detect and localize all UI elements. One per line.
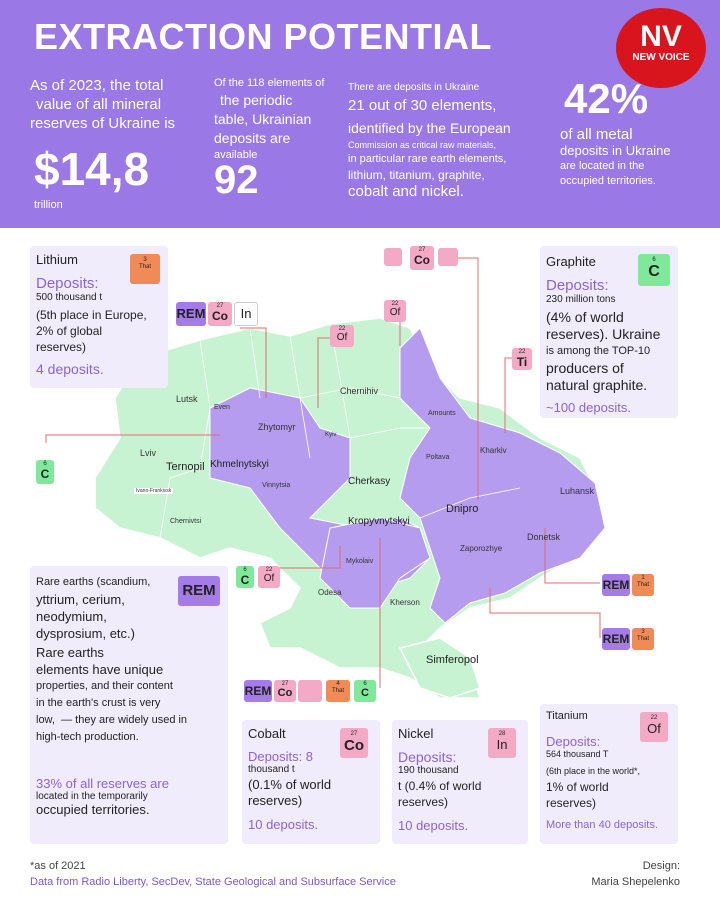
city-zhytomyr: Zhytomyr (258, 422, 296, 432)
stat-occupied-number: 42% (564, 75, 649, 122)
tile-sym: C (240, 573, 250, 587)
tile-sym: Ti (516, 355, 528, 369)
tile-num: 6 (243, 567, 247, 573)
card-note-line: reserves) (36, 340, 87, 354)
card-note-line: 1% of world (546, 780, 609, 794)
stat-text: As of 2023, the total (30, 77, 164, 94)
card-text-line: dysprosium, etc.) (36, 626, 135, 641)
tile-cobalt-north (208, 302, 232, 326)
card-rare-earths (30, 566, 228, 844)
card-text-line: yttrium, cerium, (36, 592, 125, 607)
tile-name: That (138, 264, 151, 270)
tile-small-1 (384, 248, 402, 266)
tile-name: That (636, 636, 649, 642)
city-mykolaiv: Mykolaiv (346, 558, 374, 565)
tile-cobalt-south (274, 680, 296, 702)
card-amount: 190 thousand (398, 765, 459, 776)
city-simferopol: Simferopol (426, 654, 479, 666)
card-note-line: (0.1% of world (248, 777, 332, 792)
card-deposits-label: Deposits: (398, 749, 457, 765)
stat-text: Of the 118 elements of (214, 77, 325, 89)
tile-num: 22 (650, 715, 658, 721)
card-text-line: properties, and their content (36, 680, 173, 692)
city-dnipro: Dnipro (446, 503, 479, 515)
card-note-line: (5th place in Europe, (36, 308, 147, 322)
card-note-line: is among the TOP-10 (546, 345, 651, 357)
crimea (400, 638, 480, 698)
tile-num: 27 (216, 303, 224, 309)
card-text-line: high-tech production. (36, 731, 139, 743)
tile-name: That (636, 582, 649, 588)
card-nickel (392, 720, 528, 844)
stat-text: cobalt and nickel. (348, 183, 464, 200)
card-text-part: low, (36, 714, 55, 726)
page-title: EXTRACTION POTENTIAL (34, 16, 492, 57)
footer-source: Data from Radio Liberty, SecDev, State Geological and Subsurface Service (30, 876, 396, 888)
card-note-line: t (0.4% of world (398, 779, 482, 793)
card-note-line: reserves) (546, 796, 597, 810)
tile-rem-east-1: REM (602, 574, 630, 596)
card-title: Graphite (546, 254, 596, 269)
tile-graphite-south (236, 566, 254, 588)
tile-num: 3 (143, 257, 147, 263)
tile-lithium-south (326, 680, 350, 702)
tile-sym: Co (277, 687, 293, 699)
card-title: Titanium (546, 710, 588, 722)
stat-text: deposits in Ukraine (560, 143, 671, 158)
card-text-line: in the earth's crust is very (36, 697, 161, 709)
card-note (546, 309, 672, 394)
stat-text: available (214, 149, 258, 161)
tile-titanium-center (384, 300, 406, 322)
stat-elements-number: 92 (214, 158, 259, 202)
tile-nickel-north: In (234, 302, 258, 326)
stat-text: table, Ukrainian (214, 111, 312, 127)
tile-graphite-west (36, 460, 54, 484)
tile-num: 3 (641, 629, 645, 635)
city-vinnytsia: Vinnytsia (262, 482, 291, 489)
tile-num: 22 (265, 567, 273, 573)
tile-num: 1 (641, 575, 645, 581)
stat-text: the periodic (220, 92, 293, 108)
tile-rem-east-2: REM (602, 628, 630, 650)
stat-total-value (30, 76, 190, 133)
card-text-part: — (61, 714, 73, 726)
tile-titanium-east (512, 348, 532, 370)
card-text-line (36, 712, 222, 729)
card-text-line: Rare earths (36, 645, 104, 660)
tile-num: 4 (336, 681, 340, 687)
tile-lithium (130, 254, 160, 284)
tile-num: 27 (350, 731, 358, 737)
card-note-line: reserves) (398, 795, 449, 809)
tile-sym: C (40, 467, 50, 481)
card-stat: 33% of all reserves are (36, 776, 169, 791)
card-count: 4 deposits. (36, 361, 104, 377)
card-titanium (540, 704, 678, 844)
card-count: More than 40 deposits. (546, 819, 658, 831)
card-cobalt (242, 720, 380, 844)
logo-sub-text: NEW VOICE (632, 52, 690, 63)
tile-graphite (638, 254, 670, 286)
card-note (546, 763, 672, 811)
tile-sym: Of (389, 307, 401, 318)
city-zaporozhye: Zaporozhye (460, 544, 503, 553)
tile-num: 6 (43, 461, 47, 467)
tile-titanium-south (258, 566, 280, 588)
city-even: Even (214, 404, 230, 411)
tile-num: 22 (391, 301, 399, 307)
city-khmelnytskyi: Khmelnytskyi (210, 459, 269, 470)
card-stat-line: occupied territories. (36, 802, 150, 817)
city-lutsk: Lutsk (176, 394, 198, 404)
tile-num: 27 (418, 247, 426, 253)
designer-name: Maria Shepelenko (591, 876, 680, 888)
stat-elements (214, 76, 334, 163)
card-text-part: they are widely used in (75, 714, 188, 726)
tile-sym: Of (647, 721, 661, 736)
card-note-line: natural graphite. (546, 377, 648, 393)
tile-num: 6 (652, 257, 656, 263)
footer-sources (30, 858, 396, 890)
city-ternopil: Ternopil (166, 461, 205, 473)
footer-design (586, 858, 680, 890)
stat-total-unit: trillion (34, 199, 63, 211)
tile-num: 22 (518, 349, 526, 355)
card-text-line: neodymium, (36, 609, 107, 624)
card-title: Lithium (36, 252, 78, 267)
card-note-line: reserves) (248, 793, 303, 808)
stat-critical (348, 80, 548, 201)
city-kropyvnytskyi: Kropyvnytskyi (348, 516, 410, 527)
tile-small-3 (298, 680, 322, 702)
tile-nickel (488, 728, 516, 758)
card-count: ~100 deposits. (546, 400, 631, 415)
card-deposits-label: Deposits: 8 (248, 749, 314, 764)
header-band (0, 0, 720, 228)
city-kharkiv: Kharkiv (480, 446, 507, 455)
card-deposits-label: Deposits: (546, 734, 601, 749)
card-count: 10 deposits. (248, 817, 319, 832)
stat-text: Commission as critical raw materials, (348, 140, 497, 150)
card-note (398, 778, 522, 810)
tile-lithium-east-2 (632, 628, 654, 650)
card-text-line: Rare earths (scandium, (36, 576, 151, 588)
stat-text: are located in the (560, 160, 645, 172)
card-note-line: reserves). Ukraine (546, 326, 661, 342)
stat-text: 21 out of 30 elements, (348, 97, 497, 114)
card-lithium (30, 246, 168, 388)
city-poltava: Poltava (426, 454, 450, 461)
tile-num: 28 (498, 731, 506, 737)
tile-cobalt (340, 728, 368, 758)
card-title: Cobalt (248, 726, 286, 741)
tile-num: 27 (281, 681, 289, 687)
stat-text: deposits are (214, 130, 291, 146)
card-note-line: (6th place in the world*, (546, 766, 641, 776)
city-kyiv: Kyiv (325, 432, 337, 438)
design-label: Design: (642, 860, 680, 872)
stat-text: There are deposits in Ukraine (348, 82, 480, 93)
city-chernihiv: Chernihiv (340, 386, 379, 396)
stat-text: identified by the European (348, 120, 511, 136)
tile-small-2 (438, 248, 458, 266)
tile-num: 22 (338, 326, 346, 332)
stat-text: of all metal (560, 126, 633, 143)
city-kherson: Kherson (390, 598, 420, 607)
stat-text: occupied territories. (560, 175, 656, 187)
card-text-line: elements have unique (36, 662, 164, 677)
city-lviv: Lviv (140, 448, 157, 458)
city-ivano: Ivano-Frankivsk (136, 488, 172, 494)
tile-sym: In (496, 737, 508, 752)
card-amount: 564 thousand T (546, 749, 609, 759)
tile-graphite-south-2 (354, 680, 376, 702)
city-cherkasy: Cherkasy (348, 476, 391, 487)
tile-sym: Of (263, 573, 275, 584)
footer-note: *as of 2021 (30, 860, 86, 872)
tile-sym: Co (212, 309, 228, 323)
tile-sym: C (361, 687, 369, 699)
card-amount: 500 thousand t (36, 292, 103, 303)
card-deposits-label: Deposits: (546, 277, 609, 294)
tile-rem-north: REM (176, 302, 206, 326)
tile-cobalt-chernihiv (410, 246, 434, 270)
card-graphite (540, 246, 678, 418)
card-amount: thousand t (248, 764, 295, 775)
tile-sym: Of (336, 332, 348, 343)
tile-sym: Co (414, 253, 430, 267)
tile-titanium-kyiv (330, 325, 354, 347)
tile-titanium (640, 712, 668, 742)
stat-total-number: $14,8 (34, 143, 150, 195)
tile-rem-south: REM (244, 680, 272, 702)
stat-text: value of all mineral (36, 96, 162, 113)
city-amounts: Amounts (428, 410, 456, 417)
tile-name: That (331, 688, 344, 694)
stat-text: lithium, titanium, graphite, (348, 168, 485, 182)
tile-lithium-east-1 (632, 574, 654, 596)
stat-text: in particular rare earth elements, (348, 153, 507, 165)
tile-sym: C (648, 263, 660, 280)
card-title: Nickel (398, 726, 434, 741)
stat-text: reserves of Ukraine is (30, 115, 176, 132)
card-note (36, 307, 162, 355)
tile-sym: Co (344, 737, 364, 754)
logo-nv-text: NV (640, 20, 682, 53)
city-luhansk: Luhansk (560, 486, 595, 496)
card-stat-line: located in the temporarily (36, 791, 148, 802)
card-note-line: (4% of world (546, 309, 624, 325)
tile-num: 6 (363, 681, 367, 687)
card-note (248, 777, 374, 809)
card-note-line: producers of (546, 360, 624, 376)
card-amount: 230 million tons (546, 294, 616, 305)
card-note-line: 2% of global (36, 324, 103, 338)
card-deposits-label: Deposits: (36, 275, 99, 292)
city-chernivtsi: Chernivtsi (170, 518, 202, 525)
stat-occupied (560, 126, 700, 189)
tile-rem: REM (178, 576, 220, 606)
card-count: 10 deposits. (398, 818, 469, 833)
city-donetsk: Donetsk (527, 532, 561, 542)
city-odesa: Odesa (318, 588, 342, 597)
